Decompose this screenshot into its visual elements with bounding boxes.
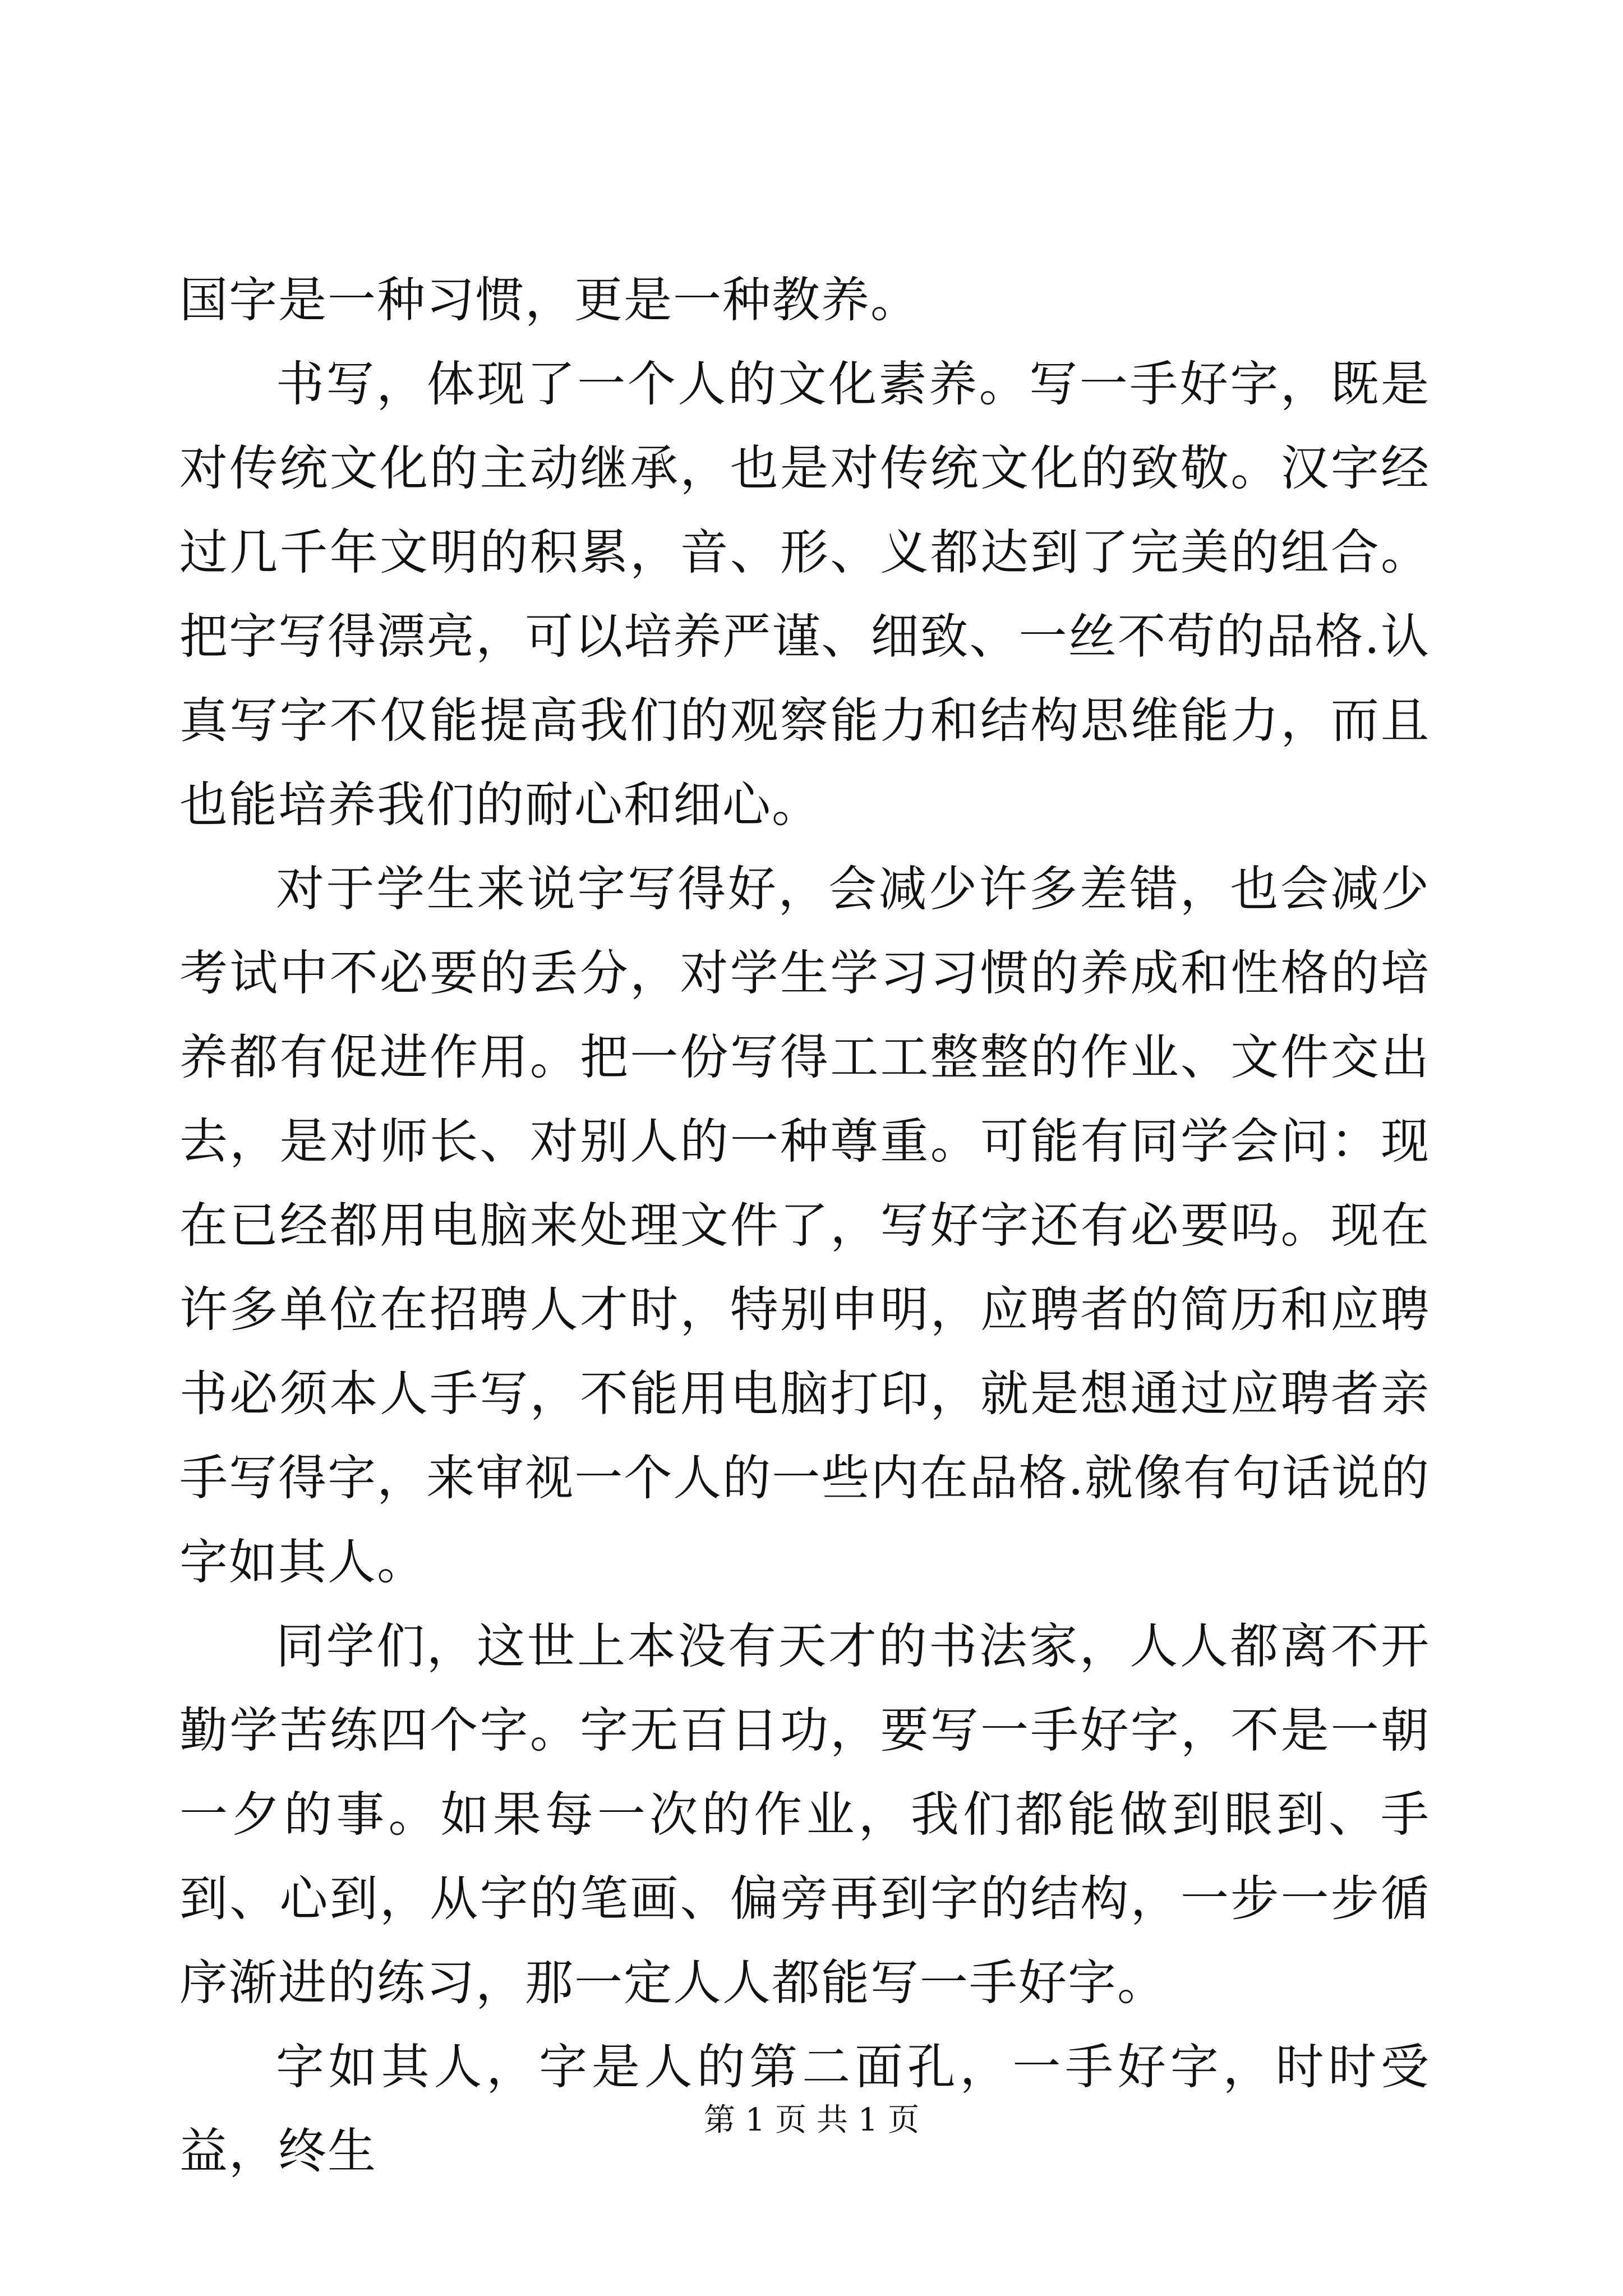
page-footer: 第 1 页 共 1 页 [703,2102,920,2138]
document-body [179,258,1430,2193]
paragraph-2: 书写，体现了一个人的文化素养。写一手好字，既是对传统文化的主动继承，也是对传统文化的致敬。汉字经过几千年文明的积累，音、形、义都达到了完美的组合。把字写得漂亮，可以培养严谨、细致、一丝不苟的品格.认真写字不仅能提高我们的观察能力和结构思维能力，而且也能培养我们的耐心和细心。 [179,356,1430,833]
paragraph-3: 对于学生来说字写得好，会减少许多差错，也会减少考试中不必要的丢分，对学生学习习惯的养成和性格的培养都有促进作用。把一份写得工工整整的作业、文件交出去，是对师长、对别人的一种尊重。可能有同学会问：现在已经都用电脑来处理文件了，写好字还有必要吗。现在许多单位在招聘人才时，特别申明，应聘者的简历和应聘书必须本人手写，不能用电脑打印，就是想通过应聘者亲手写得字，来审视一个人的一些内在品格.就像有句话说的字如其人。 [179,861,1430,1590]
paragraph-1: 国字是一种习惯，更是一种教养。 [179,272,920,328]
paragraph-4: 同学们，这世上本没有天才的书法家，人人都离不开勤学苦练四个字。字无百日功，要写一手好字，不是一朝一夕的事。如果每一次的作业，我们都能做到眼到、手到、心到，从字的笔画、偏旁再到字的结构，一步一步循序渐进的练习，那一定人人都能写一手好字。 [179,1618,1430,2011]
paragraph-5: 字如其人，字是人的第二面孔，一手好字，时时受益，终生 [179,2039,1430,2179]
